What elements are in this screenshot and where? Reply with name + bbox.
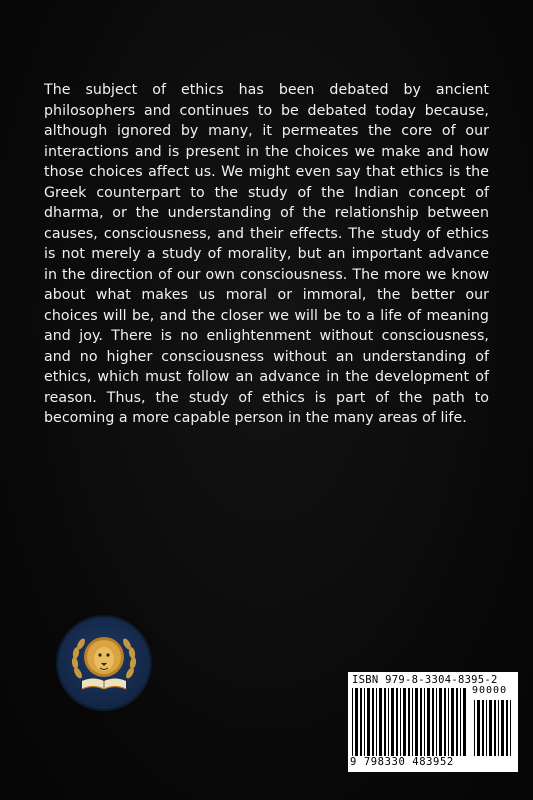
barcode-bar [367,688,370,756]
ean-digits: 9 798330 483952 [350,756,454,768]
barcode-bar [364,688,365,756]
barcode-bar [436,688,437,756]
barcode-bar [379,688,382,756]
barcode-bar [391,688,394,756]
barcode-bar [501,700,504,756]
barcode-addon-bars [474,700,514,756]
isbn-label: ISBN 979-8-3304-8395-2 [352,674,498,686]
barcode-bars [352,688,470,756]
barcode-bar [444,688,446,756]
barcode-bar [482,700,484,756]
barcode-bar [376,688,377,756]
barcode-bar [448,688,449,756]
barcode-bar [412,688,413,756]
barcode-bar [463,688,466,756]
barcode-bar [489,700,492,756]
barcode-bar [408,688,410,756]
barcode-bar [456,688,458,756]
lion-book-emblem-icon [58,617,150,709]
barcode-bar [474,700,475,756]
isbn-barcode [348,672,518,772]
barcode-bar [498,700,499,756]
barcode-bar [372,688,374,756]
barcode-bar [439,688,442,756]
barcode-bar [432,688,434,756]
barcode-bar [355,688,358,756]
barcode-bar [396,688,398,756]
barcode-bar [360,688,362,756]
barcode-bar [388,688,389,756]
barcode-bar [427,688,430,756]
barcode-bar [451,688,454,756]
barcode-bar [400,688,401,756]
barcode-bar [415,688,418,756]
barcode-bar [460,688,461,756]
barcode-bar [384,688,386,756]
barcode-bar [477,700,480,756]
barcode-bar [494,700,496,756]
barcode-bar [352,688,353,756]
barcode-addon-digits: 90000 [472,685,508,696]
barcode-bar [424,688,425,756]
barcode-bar [420,688,422,756]
barcode-bar [510,700,511,756]
back-cover-blurb: The subject of ethics has been debated by ancient philosophers and continues to be debated today because, although ignored by many, it permeates the core of our interactions and is present in the choices we make and how those choices affect us. We might even say that ethics is the Greek counterpart to the study of the Indian concept of dharma, or the understanding of the relationship between causes, consciousness, and their effects. The study of ethics is not merely a study of morality, but an important advance in the direction of our own consciousness. The more we know about what makes us moral or immoral, the better our choices will be, and the closer we will be to a life of meaning and joy. There is no enlightenment without consciousness, and no higher consciousness without an understanding of ethics, which must follow an advance in the development of reason. Thus, the study of ethics is part of the path to becoming a more capable person in the many areas of life. [44,82,489,426]
barcode-bar [403,688,406,756]
barcode-bar [506,700,508,756]
barcode-bar [486,700,487,756]
